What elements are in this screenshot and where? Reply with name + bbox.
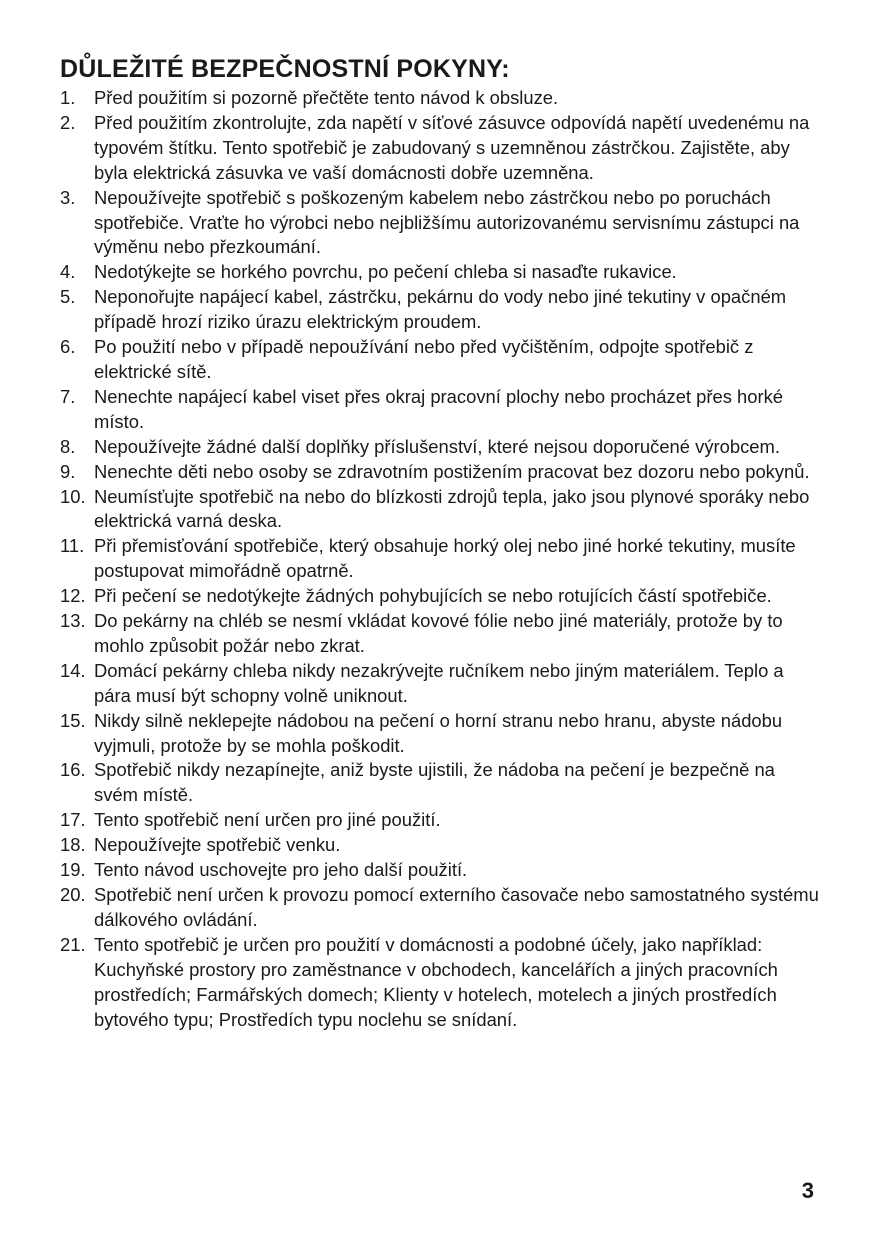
list-item [60, 808, 820, 833]
list-item [60, 709, 820, 759]
item-text: Spotřebič nikdy nezapínejte, aniž byste ujistili, že nádoba na pečení je bezpečně na svém místě. [94, 759, 775, 806]
list-item [60, 609, 820, 659]
list-item [60, 758, 820, 808]
list-item [60, 485, 820, 535]
item-text: Při přemisťování spotřebiče, který obsahuje horký olej nebo jiné horké tekutiny, musíte postupovat mimořádně opatrně. [94, 535, 796, 582]
item-number: 13. [60, 610, 86, 632]
item-number: 9. [60, 460, 76, 482]
list-item [60, 584, 820, 609]
document-page [60, 52, 820, 1032]
list-item [60, 285, 820, 335]
item-number: 17. [60, 809, 86, 831]
item-text: Před použitím si pozorně přečtěte tento návod k obsluze. [94, 87, 559, 108]
item-text: Nedotýkejte se horkého povrchu, po pečení chleba si nasaďte rukavice. [94, 261, 677, 283]
list-item [60, 335, 820, 385]
list-item [60, 833, 820, 858]
list-item [60, 883, 820, 933]
item-text: Před použitím zkontrolujte, zda napětí v síťové zásuvce odpovídá napětí uvedenému na typovém štítku. Tento spotřebič je zabudovaný s uzemněnou zástrčkou. Zajistěte, aby byla elektrická zásuvka ve vaší domácnosti dobře uzemněna. [94, 111, 810, 183]
item-number: 14. [60, 659, 86, 681]
item-number: 2. [60, 111, 76, 133]
item-number: 4. [60, 261, 76, 283]
item-text: Neponořujte napájecí kabel, zástrčku, pekárnu do vody nebo jiné tekutiny v opačném případě hrozí riziko úrazu elektrickým proudem. [94, 286, 787, 333]
item-number: 18. [60, 834, 86, 856]
item-number: 5. [60, 286, 76, 308]
item-text: Domácí pekárny chleba nikdy nezakrývejte ručníkem nebo jiným materiálem. Teplo a pára musí být schopny volně uniknout. [94, 659, 784, 706]
list-item [60, 435, 820, 460]
list-item [60, 86, 820, 111]
item-number: 16. [60, 759, 86, 781]
item-number: 11. [60, 535, 85, 557]
item-text: Spotřebič není určen k provozu pomocí externího časovače nebo samostatného systému dálkového ovládání. [94, 884, 819, 930]
item-text: Po použití nebo v případě nepoužívání nebo před vyčištěním, odpojte spotřebič z elektrické sítě. [94, 336, 754, 382]
item-text: Tento spotřebič je určen pro použití v domácnosti a podobné účely, jako například: Kuchyňské prostory pro zaměstnance v obchodech, kancelářích a jiných pracovních prostředích; Farmářských domech; Klienty v hotelech, motelech a jiných prostředích bytového typu; Prostředích typu noclehu se snídaní. [94, 933, 778, 1030]
item-text: Nepoužívejte žádné další doplňky příslušenství, které nejsou doporučené výrobcem. [94, 435, 780, 457]
item-text: Nikdy silně neklepejte nádobou na pečení o horní stranu nebo hranu, abyste nádobu vyjmuli, protože by se mohla poškodit. [94, 709, 783, 756]
item-text: Nenechte napájecí kabel viset přes okraj pracovní plochy nebo procházet přes horké místo. [94, 385, 784, 432]
item-number: 20. [60, 884, 86, 905]
list-item [60, 260, 820, 285]
item-number: 10. [60, 485, 86, 507]
list-item [60, 858, 820, 883]
item-text: Neumísťujte spotřebič na nebo do blízkosti zdrojů tepla, jako jsou plynové sporáky nebo elektrická varná deska. [94, 485, 810, 532]
item-text: Tento spotřebič není určen pro jiné použití. [94, 809, 441, 831]
item-number: 21. [60, 933, 86, 955]
list-item [60, 111, 820, 186]
item-text: Nenechte děti nebo osoby se zdravotním postižením pracovat bez dozoru nebo pokynů. [94, 460, 810, 482]
item-number: 8. [60, 435, 76, 457]
item-text: Nepoužívejte spotřebič venku. [94, 834, 341, 856]
item-number: 3. [60, 186, 76, 208]
list-item [60, 933, 820, 1033]
list-item [60, 659, 820, 709]
page-number: 3 [801, 1178, 814, 1203]
item-text: Do pekárny na chléb se nesmí vkládat kovové fólie nebo jiné materiály, protože by to mohlo způsobit požár nebo zkrat. [94, 610, 783, 656]
item-number: 12. [60, 585, 86, 607]
list-item [60, 534, 820, 584]
item-text: Nepoužívejte spotřebič s poškozeným kabelem nebo zástrčkou nebo po poruchách spotřebiče. Vraťte ho výrobci nebo nejbližšímu autorizovanému servisnímu zástupci na výměnu nebo přezkoumání. [94, 186, 800, 258]
safety-instructions-list [60, 86, 820, 1032]
item-number: 15. [60, 709, 86, 731]
item-number: 7. [60, 385, 76, 407]
page-title: DŮLEŽITÉ BEZPEČNOSTNÍ POKYNY: [60, 55, 510, 83]
list-item [60, 460, 820, 485]
item-number: 6. [60, 336, 76, 358]
list-item [60, 385, 820, 435]
list-item [60, 186, 820, 261]
item-text: Při pečení se nedotýkejte žádných pohybujících se nebo rotujících částí spotřebiče. [94, 585, 772, 607]
item-number: 1. [60, 87, 76, 108]
item-text: Tento návod uschovejte pro jeho další použití. [94, 859, 468, 881]
item-number: 19. [60, 859, 86, 881]
